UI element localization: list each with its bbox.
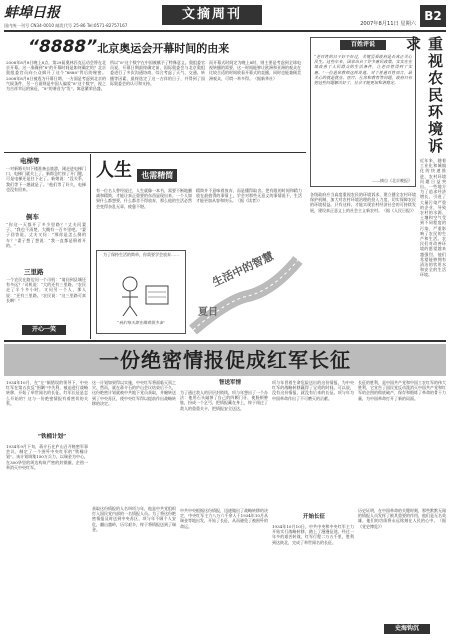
cartoon-caption: “我们每天都在做着很多事” xyxy=(116,320,166,325)
article-8888-col3: 而开幕式时间定为晚上8时，则主要是考虑到全球电视转播的需要，这一时间能够让欧洲和亚洲的观众在比较合适的时间收看开幕式的直播，同时也能兼顾美洲观众，可谓一举多得。（据新华社） xyxy=(209,60,301,81)
section-title: 文摘周刊 xyxy=(162,5,262,25)
human-subtitle: 也需精简 xyxy=(137,169,177,182)
main-sub1: “铁桶计划” xyxy=(37,434,67,440)
joke-text-2: “你这一天都开了多少里路？”丈夫问妻子。“我也不清楚，大概有一百多里吧。”妻子回答说。丈夫又问：“那你是怎么倒的车？”妻子想了想说：“我一直都是倒着开的。” xyxy=(6,222,86,248)
masthead-meta: 国内统一刊号 CN34-0010 邮发代号 25-86 Tel:0571-82757167 xyxy=(4,23,128,28)
main-col4: 项与年冒着生命危险送出的这份情报，为中央红军的战略转移赢得了宝贵的时间。可以说，没有这份情报，就没有后来的长征。项与年为中国革命作出了不可磨灭的贡献。 xyxy=(272,380,354,401)
headline-number: “8888” xyxy=(28,37,98,57)
human-title: 人生 xyxy=(96,160,132,181)
main-headline: 一份绝密情报促成红军长征 xyxy=(99,348,351,372)
main-sub3: 开始长征 xyxy=(302,514,325,520)
main-col2: 这一计划如果得以实施，中央红军将面临灭顶之灾。然而，就在蒋介石的庐山会议结束后不久，这份绝密计划就被中共地下党员获取，并辗转送到了中央苏区，使中央红军得以提前作出战略转移的决定。 xyxy=(92,380,176,406)
human-col1: 有一位名人曾经说过，人生就像一本书，需要不断地删减和精简，才能让真正重要的东西显现出来。一个人如果什么都想要，什么都舍不得放弃，那么他的生活必然会变得杂乱无章，疲惫不堪。 xyxy=(96,188,192,209)
header-rule xyxy=(4,30,446,32)
article-8888-col2: 所以“8”这个数字在中国被赋予了特殊意义。奥组委官员说，开幕日期最终确定前，国际奥委会与北京奥组委进行了多次沟通协商，综合考虑了天气、交通、转播等因素，最终选定了这一吉祥的日子，并得到了国际奥委会的认可和支持。 xyxy=(110,60,205,86)
main-col1: 1934年10月，在“左”倾错误的领导下，中央红军在第五次反“围剿”中失利，被迫进行战略转移，开始了举世闻名的长征。红军长征是怎么开始的？这与一份绝密情报有着密切的关系。 xyxy=(6,380,88,406)
right-vertical-headline: 重视农民环境诉求 xyxy=(404,36,444,155)
issue-date: 2007年8月11日 星期六 xyxy=(360,21,416,27)
main-col2b: 获取这份情报的人名叫项与年，他是中共党组织打入国民党内部的一名情报人员。为了将这份绝密情报及时送到中央苏区，项与年不顾个人安危，翻山越岭，历尽艰辛，终于将情报送到了瑞金。 xyxy=(92,506,176,532)
main-col5b: 历史证明，在中国革命的关键时刻，那些默默无闻的情报人员发挥了极其重要的作用，他们是无名英雄，他们的功绩将永远铭刻在人民的心中。（据《党史博览》） xyxy=(358,508,446,529)
main-footer-tag: 史海钩沉 xyxy=(384,624,430,634)
right-vertical-text: 近年来，随着工业化和城镇化的快速推进，农村环境问题日益突出。一些地方为了追求经济增长，引进了大量污染严重的企业，导致农村的水源、土壤和空气受到不同程度的污染，严重影响了农民的生产和生活。农民们对改善环境的愿望越来越强烈，他们希望能够拥有清洁的饮用水和安全的生活环境。 xyxy=(420,158,446,278)
main-col3: 为了通过敌人的层层封锁线，项与年想出了一个办法：他用石头敲掉了自己的四颗门牙，使脸颊肿胀，扮成一个乞丐，把情报藏在身上，终于闯过了敌人的重重关卡，把情报安全送达。 xyxy=(180,390,268,411)
main-sub2: 智送军情 xyxy=(218,380,241,386)
main-col4b: 1934年10月10日，中共中央和中央红军主力开始实行战略转移，踏上了漫漫征途。经过一年多的艰苦转战，红军行程二万五千里，胜利到达陕北，完成了举世闻名的长征。 xyxy=(272,524,354,545)
decorative-stamp: 夏日 xyxy=(198,307,218,318)
human-heading xyxy=(96,157,216,185)
joke-text-3: 一个农民在路边问一个司机：“请问到县城还有多远？”司机说：“大约还有三里路。”农民走了半个多小时，又问另一个人，那人说：“还有三里路。”农民说：“这三里路可真长啊！” xyxy=(6,277,86,303)
headline-text: 北京奥运会开幕时间的由来 xyxy=(97,42,230,55)
humor-tag: 开心一笑 xyxy=(22,325,66,335)
article-8888-headline xyxy=(28,37,298,59)
masthead: 蚌埠日报 xyxy=(4,5,60,21)
right-mid-text: 各级政府应当高度重视农民的环境诉求，建立健全农村环境保护机制，加大对农村环境治理的投入力度，切实保障农民的环境权益。只有这样，才能实现农村经济社会的可持续发展，建设真正意义上的社会主义新农村。（据《人民日报》） xyxy=(310,192,416,213)
page-number: B2 xyxy=(420,5,446,27)
human-col2: 精简并不意味着放弃，而是懂得取舍。把有限的时间和精力放在最值得的事情上，学会对那些无意义的事情说不，生活才能更加从容和快乐。（据《读者》） xyxy=(196,188,302,204)
joke-title-1: 电梯等 xyxy=(20,157,40,165)
main-col3b: 中共中央根据这份情报，迅速做出了战略转移的决定，中央红军主力八万六千余人于1934年10月从瑞金等地出发，开始了长征，从而避免了被围歼的命运。 xyxy=(180,508,268,529)
quote-text: “老百姓的日子好不好过，关键要看政府是否真正关心民生。这些年来，国家出台了许多惠民政策，实实在在地改善了人民群众的生活条件，让老百姓得到了实惠。”一位退休教师这样说道。对于普通百姓而言，最关心的就是就业、医疗、住房和教育等问题，政府只有把这些问题解决好了，社会才能更加和谐稳定。 xyxy=(314,54,412,86)
column-rule xyxy=(90,154,91,339)
decorative-title: 生活中的智慧 xyxy=(210,249,276,290)
article-8888-col1: 2008年8月8日晚上8点，第29届奥林匹克运动会将在北京开幕。这一准确到“8”的开幕时间是如何确定的？北京奥组委官员向公众揭开了这个“8888”背后的秘密。2008年8月8日被选为开幕日期，一方面是考虑到北京的气候条件，另一方面则是中国人偏爱“8”这个数字，视之为吉祥幸运的象征，“8”的谐音为“发”，寓意繁荣昌盛。 xyxy=(6,60,106,92)
quote-title: 百姓评说 xyxy=(340,40,386,50)
main-col5: 长征的胜利，是中国共产党和中国工农红军的伟大胜利，它宣告了国民党反动派消灭中国共产党和红军的企图的彻底破产，保存和锻炼了革命的骨干力量，为中国革命打开了新的局面。 xyxy=(358,380,446,401)
main-col1b: 1934年9月下旬，蒋介石在庐山召开秘密军事会议，制定了一个围歼中央红军的“铁桶计划”。该计划调集150万兵力，以瑞金为中心，在300华里的周边构筑严密的封锁圈，企图一举消灭中央红军。 xyxy=(6,444,88,470)
joke-text-1: 一对新婚夫妇下楼准备去旅游，刚走进电梯门口，电梯门就关上了。新郎急忙按了开门键，可是电梯还是往下走了。新娘说：“没关系，我们等下一趟就是了。”他们等了好久，电梯也没有回来。 xyxy=(6,166,86,192)
cartoon-illustration xyxy=(110,272,174,318)
joke-title-2: 倒车 xyxy=(26,213,39,221)
main-article-rule xyxy=(4,340,446,342)
cartoon-caption-top: 为了保持生活的简单，你需要学会放弃…… xyxy=(103,252,179,257)
divider xyxy=(4,152,306,153)
quote-byline: ——摘自《北京晚报》 xyxy=(372,178,412,183)
joke-title-3: 三里路 xyxy=(24,268,44,276)
